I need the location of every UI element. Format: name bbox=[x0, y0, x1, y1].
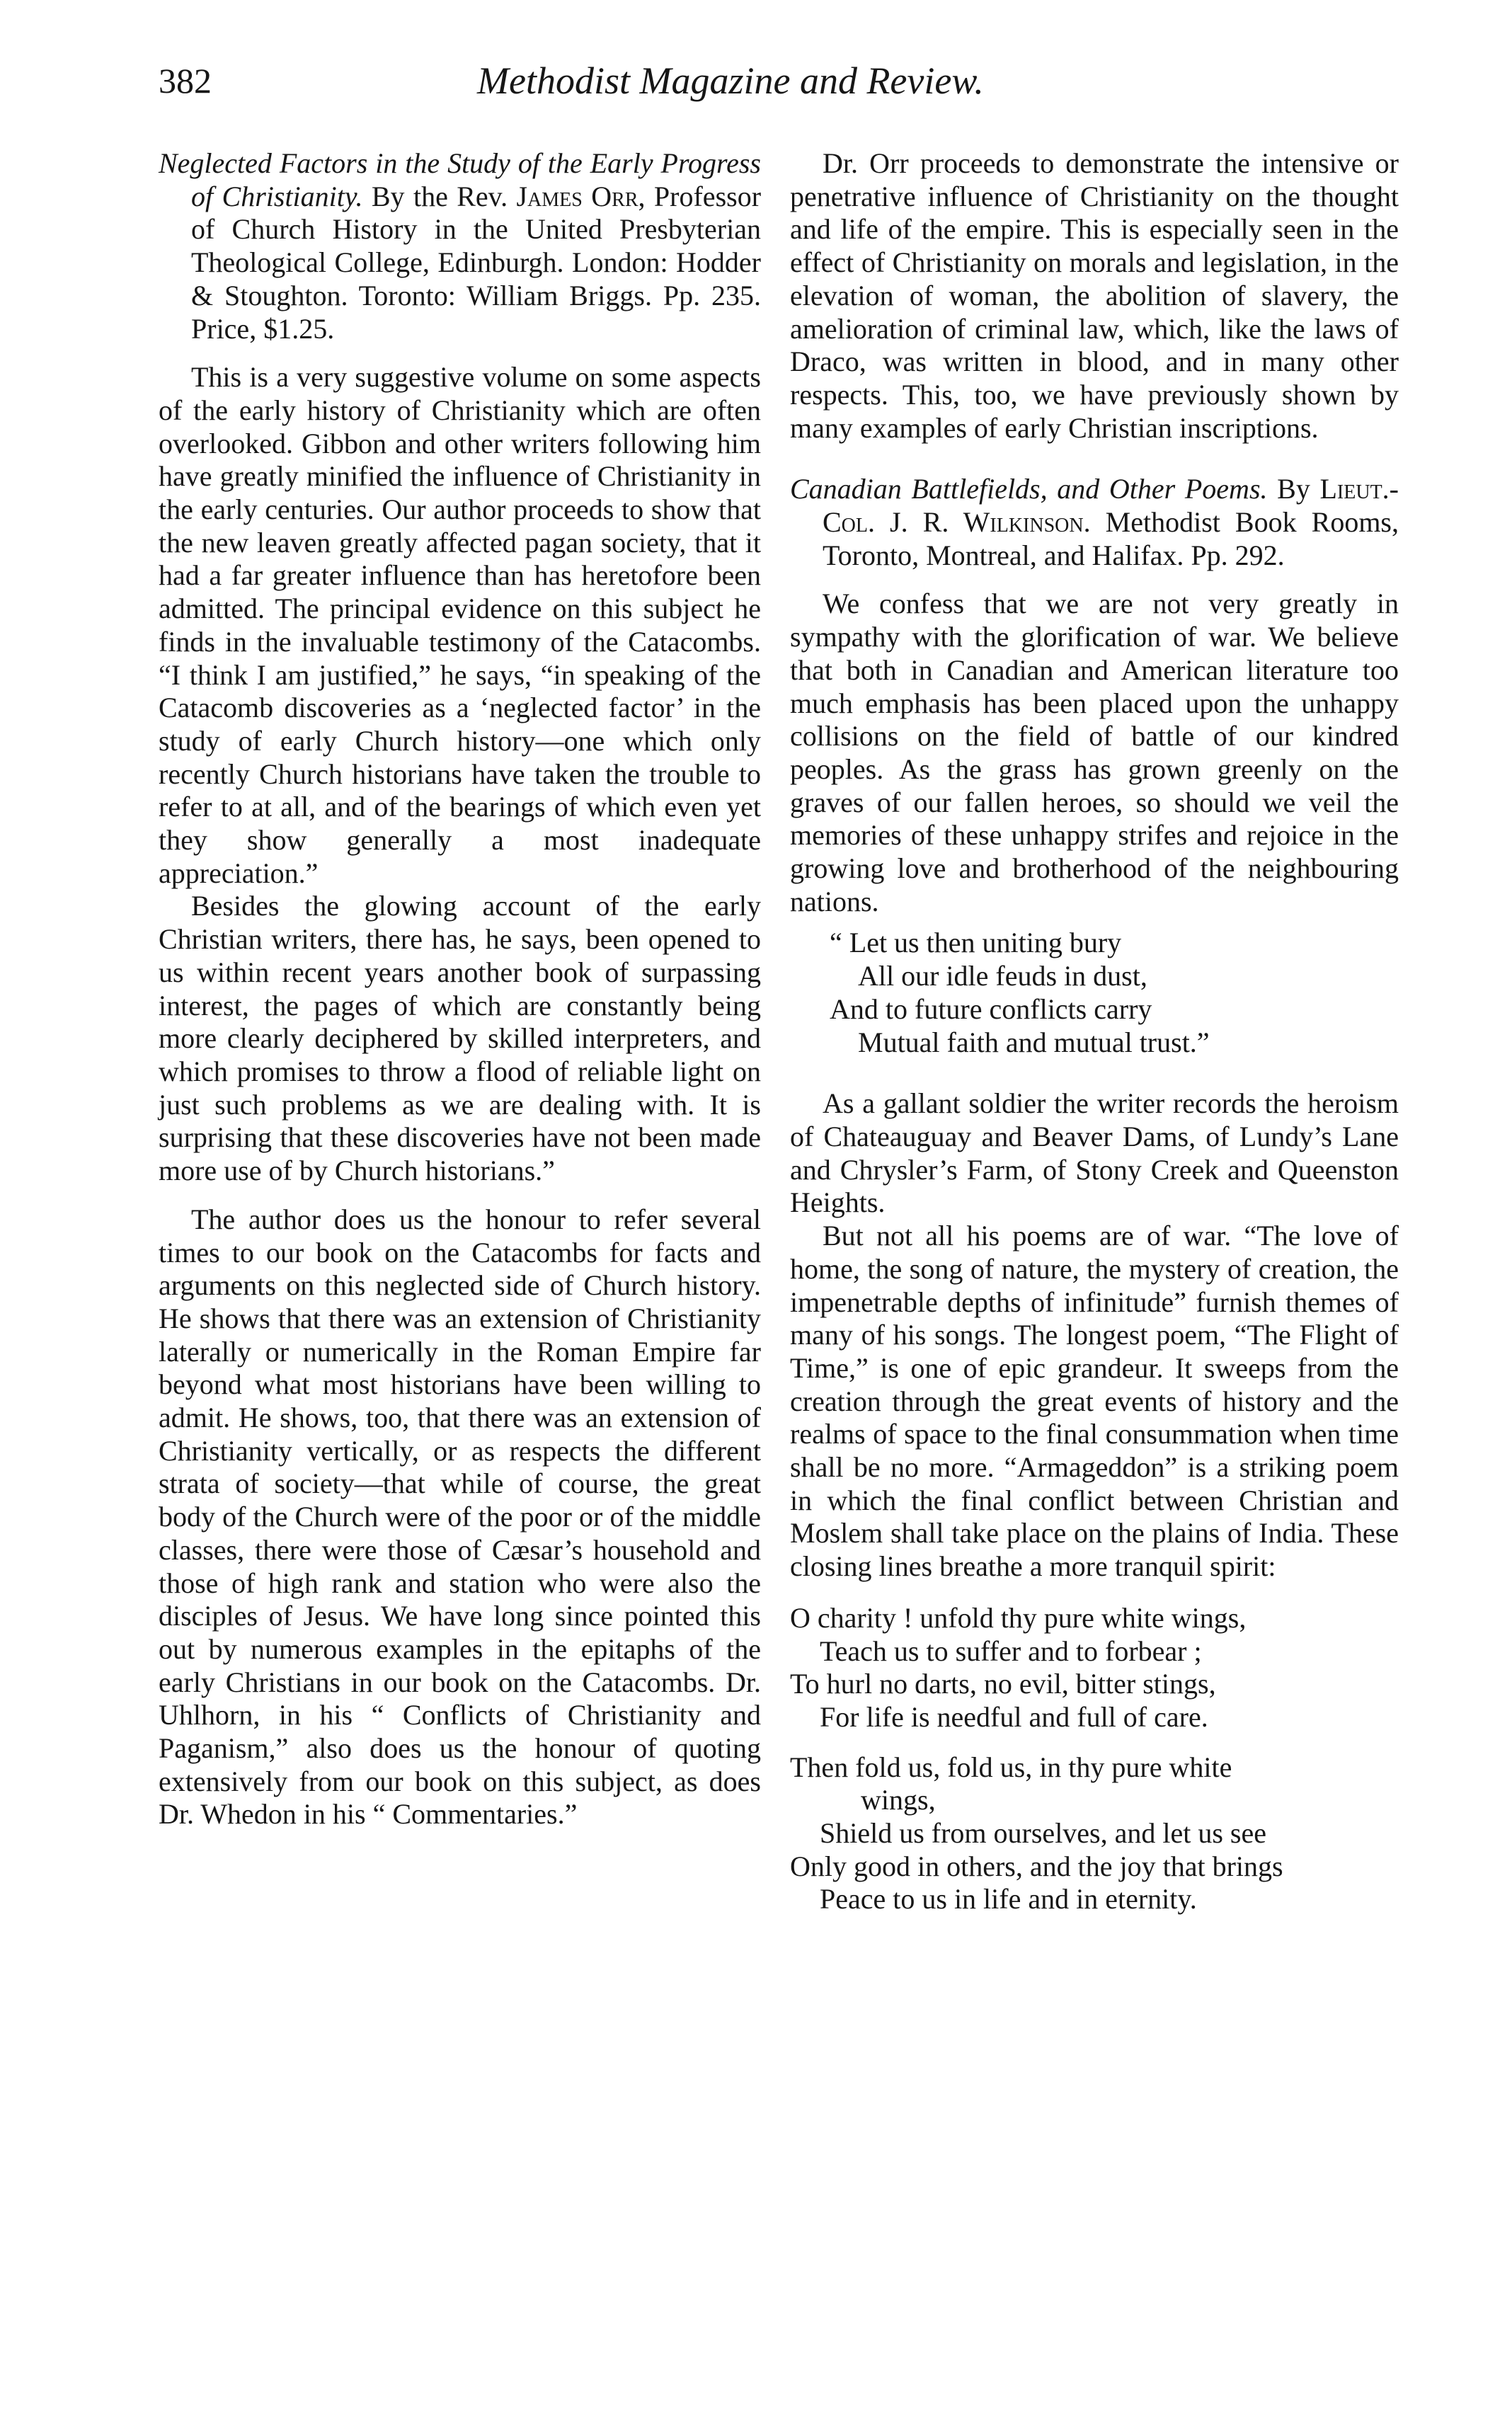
verse-line: Mutual faith and mutual trust.” bbox=[858, 1026, 1210, 1058]
book-entry-neglected-factors bbox=[159, 147, 761, 345]
review-paragraph: This is a very suggestive volume on some aspects of the early history of Christianity which are often overlooked. Gibbon and other writers following him have greatly minified the influence of Christianity in the early centuries. Our author proceeds to show that the new leaven greatly affected pagan society, that it had a far greater influence than has heretofore been admitted. The principal evidence on this subject he finds in the invaluable testimony of the Catacombs. “I think I am justified,” he says, “in speaking of the Catacomb discoveries as a ‘neglected factor’ in the study of early Church history—one which only recently Church historians have taken the trouble to refer to at all, and of the bearings of which even yet they show generally a most inadequate appreciation.” bbox=[159, 361, 761, 889]
verse-line: “ Let us then uniting bury bbox=[830, 927, 1122, 959]
right-column bbox=[790, 147, 1399, 1916]
left-column bbox=[159, 147, 761, 1831]
byline-prefix: By bbox=[1277, 473, 1310, 505]
review-paragraph: The author does us the honour to refer several times to our book on the Catacombs for facts and arguments on this neglected side of Church history. He shows that there was an extension of Christianity laterally or numerically in the Roman Empire far beyond what most historians have been willing to admit. He shows, too, that there was an extension of Christianity vertically, or as respects the different strata of society—that while of course, the great body of the Church were of the poor or of the middle classes, there were those of Cæsar’s household and those of high rank and station who were also the disciples of Jesus. We have long since pointed this out by numerous examples in the epitaphs of the early Christians in our book on the Catacombs. Dr. Uhlhorn, in his “ Conflicts of Christianity and Paganism,” also does us the honour of quoting extensively from our book on this subject, as does Dr. Whedon in his “ Commentaries.” bbox=[159, 1203, 761, 1831]
book-entry-canadian-battlefields bbox=[790, 473, 1399, 572]
verse-line: Shield us from ourselves, and let us see bbox=[820, 1817, 1266, 1850]
review-paragraph: Besides the glowing account of the early Christian writers, there has, he says, been opened to us within recent years another book of surpassing interest, the pages of which are constantly being more clearly deciphered by skilled interpreters, and which promises to throw a flood of reliable light on just such problems as we are dealing with. It is surprising that these discoveries have not been made more use of by Church historians.” bbox=[159, 890, 761, 1187]
book-author: James Orr bbox=[516, 180, 638, 212]
page-header bbox=[159, 59, 1079, 116]
running-title: Methodist Magazine and Review. bbox=[477, 59, 984, 102]
verse-line: Peace to us in life and in eternity. bbox=[820, 1883, 1197, 1915]
book-author: Lieut.-Col. J. R. Wilkinson bbox=[823, 473, 1399, 539]
page-number: 382 bbox=[159, 61, 212, 101]
quoted-verse bbox=[790, 927, 1399, 1059]
review-paragraph: We confess that we are not very greatly in sympathy with the glorification of war. We believe that both in Canadian and American literature too much emphasis has been placed upon the unhappy collisions on the field of battle of our kindred peoples. As the grass has grown greenly on the graves of our fallen heroes, so should we veil the memories of these unhappy strifes and rejoice in the growing love and brotherhood of the neighbouring nations. bbox=[790, 588, 1399, 917]
publication-details: , Professor of Church History in the United Presbyterian Theological College, Edinburgh. London: Hodder & Stoughton. Toronto: William Briggs. Pp. 235. Price, $1.25. bbox=[191, 180, 762, 345]
verse-line: wings, bbox=[861, 1784, 936, 1816]
stanza-break bbox=[790, 1734, 1399, 1751]
review-paragraph: But not all his poems are of war. “The love of home, the song of nature, the mystery of creation, the impenetrable depths of infinitude” furnish themes of many of his songs. The longest poem, “The Flight of Time,” is one of epic grandeur. It sweeps from the creation through the great events of history and the realms of space to the final consummation when time shall be no more. “Armageddon” is a striking poem in which the final conflict between Christian and Moslem shall take place on the plains of India. These closing lines breathe a more tranquil spirit: bbox=[790, 1220, 1399, 1583]
book-title: Canadian Battlefields, and Other Poems. bbox=[790, 473, 1268, 505]
publication-details: . Methodist Book Rooms, Toronto, Montreal, and Halifax. Pp. 292. bbox=[823, 506, 1399, 571]
verse-line: O charity ! unfold thy pure white wings, bbox=[790, 1601, 1247, 1634]
verse-line: To hurl no darts, no evil, bitter stings, bbox=[790, 1668, 1216, 1700]
byline-prefix: By the Rev. bbox=[371, 180, 508, 212]
verse-line: Only good in others, and the joy that brings bbox=[790, 1850, 1283, 1882]
closing-verse bbox=[790, 1602, 1399, 1916]
verse-line: Teach us to suffer and to forbear ; bbox=[820, 1634, 1202, 1667]
review-paragraph: As a gallant soldier the writer records the heroism of Chateauguay and Beaver Dams, of Lundy’s Lane and Chrysler’s Farm, of Stony Creek and Queenston Heights. bbox=[790, 1087, 1399, 1219]
review-paragraph: Dr. Orr proceeds to demonstrate the intensive or penetrative influence of Christianity on the thought and life of the empire. This is especially seen in the effect of Christianity on morals and legislation, in the elevation of woman, the abolition of slavery, the amelioration of criminal law, which, like the laws of Draco, was written in blood, and in many other respects. This, too, we have previously shown by many examples of early Christian inscriptions. bbox=[790, 147, 1399, 444]
verse-line: And to future conflicts carry bbox=[830, 992, 1152, 1025]
book-title: Neglected Factors in the Study of the Early Progress of Christianity. bbox=[159, 147, 761, 212]
verse-line: Then fold us, fold us, in thy pure white bbox=[790, 1751, 1232, 1783]
verse-line: For life is needful and full of care. bbox=[820, 1700, 1208, 1733]
verse-line: All our idle feuds in dust, bbox=[858, 960, 1147, 992]
